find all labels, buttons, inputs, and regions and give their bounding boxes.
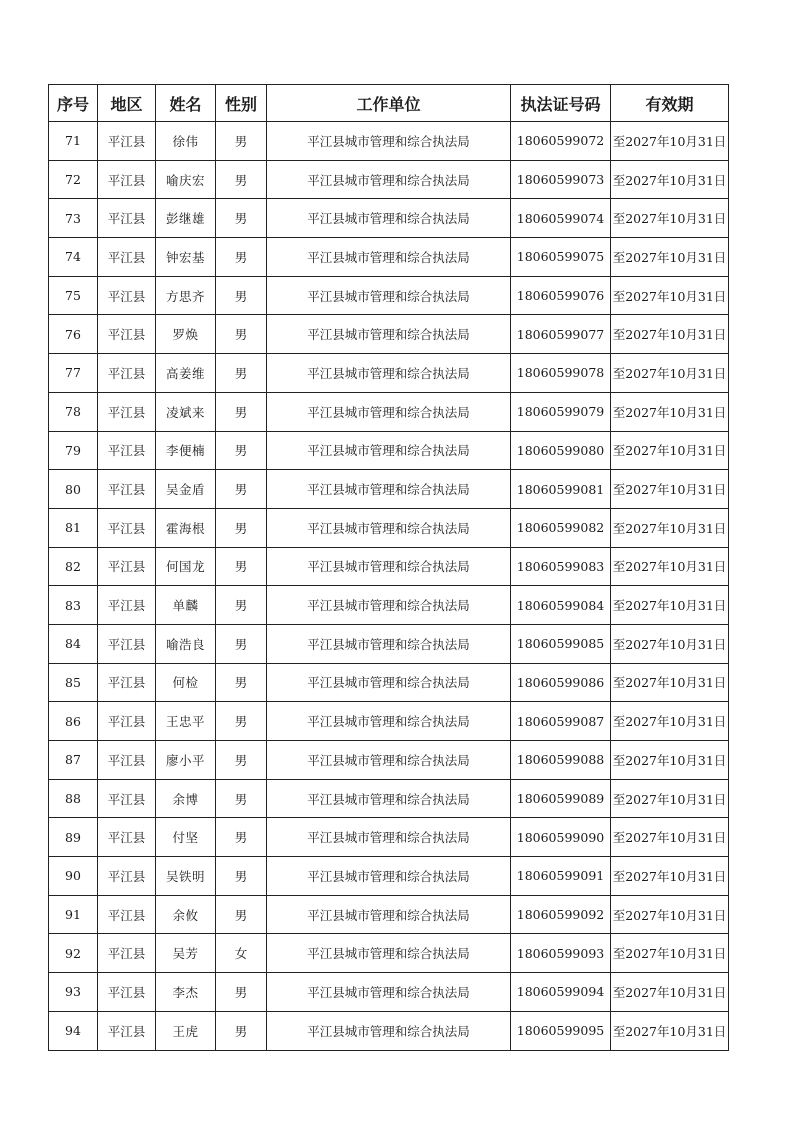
cell-name: 李便楠	[156, 431, 216, 470]
cell-name: 徐伟	[156, 122, 216, 161]
cell-gender: 男	[216, 276, 267, 315]
cell-cert-number: 18060599083	[511, 547, 611, 586]
table-row	[49, 315, 729, 354]
header-validity: 有效期	[611, 85, 729, 122]
cell-work-unit: 平江县城市管理和综合执法局	[267, 973, 511, 1012]
cell-work-unit: 平江县城市管理和综合执法局	[267, 199, 511, 238]
header-gender: 性别	[216, 85, 267, 122]
cell-name: 喻浩良	[156, 624, 216, 663]
cell-name: 高姜维	[156, 354, 216, 393]
cell-gender: 男	[216, 1011, 267, 1050]
cell-work-unit: 平江县城市管理和综合执法局	[267, 663, 511, 702]
table-row	[49, 508, 729, 547]
cell-work-unit: 平江县城市管理和综合执法局	[267, 547, 511, 586]
cell-region: 平江县	[98, 741, 156, 780]
cell-validity: 至2027年10月31日	[611, 895, 729, 934]
cell-cert-number: 18060599080	[511, 431, 611, 470]
cell-cert-number: 18060599072	[511, 122, 611, 161]
cell-work-unit: 平江县城市管理和综合执法局	[267, 276, 511, 315]
table-row	[49, 624, 729, 663]
table-row	[49, 276, 729, 315]
cell-gender: 男	[216, 702, 267, 741]
cell-region: 平江县	[98, 547, 156, 586]
table-row	[49, 238, 729, 277]
table-row	[49, 1011, 729, 1050]
cell-serial-no: 91	[49, 895, 98, 934]
cell-serial-no: 94	[49, 1011, 98, 1050]
cell-serial-no: 77	[49, 354, 98, 393]
cell-serial-no: 87	[49, 741, 98, 780]
cell-gender: 男	[216, 741, 267, 780]
table-row	[49, 392, 729, 431]
cell-work-unit: 平江县城市管理和综合执法局	[267, 470, 511, 509]
cell-region: 平江县	[98, 702, 156, 741]
cell-work-unit: 平江县城市管理和综合执法局	[267, 238, 511, 277]
cell-cert-number: 18060599079	[511, 392, 611, 431]
cell-validity: 至2027年10月31日	[611, 934, 729, 973]
cell-gender: 男	[216, 895, 267, 934]
cell-cert-number: 18060599082	[511, 508, 611, 547]
cell-serial-no: 80	[49, 470, 98, 509]
cell-serial-no: 81	[49, 508, 98, 547]
cell-name: 王虎	[156, 1011, 216, 1050]
cell-region: 平江县	[98, 392, 156, 431]
header-serial-no: 序号	[49, 85, 98, 122]
cell-cert-number: 18060599074	[511, 199, 611, 238]
cell-gender: 男	[216, 547, 267, 586]
table-row	[49, 857, 729, 896]
cell-region: 平江县	[98, 354, 156, 393]
cell-gender: 男	[216, 122, 267, 161]
cell-serial-no: 78	[49, 392, 98, 431]
table-row	[49, 663, 729, 702]
cell-validity: 至2027年10月31日	[611, 818, 729, 857]
cell-cert-number: 18060599089	[511, 779, 611, 818]
cell-region: 平江县	[98, 160, 156, 199]
cell-region: 平江县	[98, 276, 156, 315]
cell-region: 平江县	[98, 199, 156, 238]
table-row	[49, 934, 729, 973]
cell-work-unit: 平江县城市管理和综合执法局	[267, 934, 511, 973]
cell-validity: 至2027年10月31日	[611, 624, 729, 663]
cell-name: 吴铁明	[156, 857, 216, 896]
cell-cert-number: 18060599085	[511, 624, 611, 663]
cell-region: 平江县	[98, 895, 156, 934]
cell-gender: 男	[216, 354, 267, 393]
cell-cert-number: 18060599090	[511, 818, 611, 857]
cell-work-unit: 平江县城市管理和综合执法局	[267, 431, 511, 470]
cell-validity: 至2027年10月31日	[611, 857, 729, 896]
cell-region: 平江县	[98, 238, 156, 277]
cell-validity: 至2027年10月31日	[611, 508, 729, 547]
cell-region: 平江县	[98, 1011, 156, 1050]
cell-region: 平江县	[98, 857, 156, 896]
cell-cert-number: 18060599095	[511, 1011, 611, 1050]
cell-work-unit: 平江县城市管理和综合执法局	[267, 857, 511, 896]
cell-work-unit: 平江县城市管理和综合执法局	[267, 702, 511, 741]
table-row	[49, 586, 729, 625]
cell-name: 何国龙	[156, 547, 216, 586]
cell-validity: 至2027年10月31日	[611, 663, 729, 702]
cell-work-unit: 平江县城市管理和综合执法局	[267, 160, 511, 199]
cell-name: 余攸	[156, 895, 216, 934]
cell-region: 平江县	[98, 431, 156, 470]
cell-cert-number: 18060599077	[511, 315, 611, 354]
cell-name: 凌斌来	[156, 392, 216, 431]
cell-gender: 男	[216, 586, 267, 625]
cell-validity: 至2027年10月31日	[611, 702, 729, 741]
cell-serial-no: 86	[49, 702, 98, 741]
cell-work-unit: 平江县城市管理和综合执法局	[267, 624, 511, 663]
cell-serial-no: 83	[49, 586, 98, 625]
cell-cert-number: 18060599076	[511, 276, 611, 315]
cell-cert-number: 18060599094	[511, 973, 611, 1012]
cell-name: 方思齐	[156, 276, 216, 315]
cell-region: 平江县	[98, 663, 156, 702]
cell-cert-number: 18060599073	[511, 160, 611, 199]
cell-name: 李杰	[156, 973, 216, 1012]
cell-gender: 男	[216, 392, 267, 431]
cell-name: 廖小平	[156, 741, 216, 780]
cell-region: 平江县	[98, 508, 156, 547]
cell-cert-number: 18060599081	[511, 470, 611, 509]
cell-cert-number: 18060599075	[511, 238, 611, 277]
header-region: 地区	[98, 85, 156, 122]
cell-validity: 至2027年10月31日	[611, 973, 729, 1012]
cell-validity: 至2027年10月31日	[611, 160, 729, 199]
cell-region: 平江县	[98, 122, 156, 161]
cell-work-unit: 平江县城市管理和综合执法局	[267, 895, 511, 934]
cell-work-unit: 平江县城市管理和综合执法局	[267, 392, 511, 431]
cell-serial-no: 73	[49, 199, 98, 238]
cell-name: 钟宏基	[156, 238, 216, 277]
cell-cert-number: 18060599088	[511, 741, 611, 780]
table-row	[49, 354, 729, 393]
table-row	[49, 431, 729, 470]
cell-gender: 男	[216, 818, 267, 857]
cell-work-unit: 平江县城市管理和综合执法局	[267, 779, 511, 818]
cell-validity: 至2027年10月31日	[611, 199, 729, 238]
cell-serial-no: 89	[49, 818, 98, 857]
cell-gender: 男	[216, 857, 267, 896]
cell-cert-number: 18060599091	[511, 857, 611, 896]
cell-serial-no: 74	[49, 238, 98, 277]
cell-gender: 男	[216, 238, 267, 277]
cell-serial-no: 92	[49, 934, 98, 973]
table-row	[49, 973, 729, 1012]
cell-gender: 男	[216, 663, 267, 702]
cell-work-unit: 平江县城市管理和综合执法局	[267, 315, 511, 354]
table-row	[49, 547, 729, 586]
cell-name: 王忠平	[156, 702, 216, 741]
cell-work-unit: 平江县城市管理和综合执法局	[267, 508, 511, 547]
cell-cert-number: 18060599092	[511, 895, 611, 934]
cell-serial-no: 84	[49, 624, 98, 663]
cell-name: 喻庆宏	[156, 160, 216, 199]
cell-gender: 男	[216, 160, 267, 199]
cell-gender: 男	[216, 431, 267, 470]
cell-validity: 至2027年10月31日	[611, 779, 729, 818]
cell-validity: 至2027年10月31日	[611, 238, 729, 277]
cell-serial-no: 85	[49, 663, 98, 702]
table-row	[49, 122, 729, 161]
cell-name: 罗焕	[156, 315, 216, 354]
cell-serial-no: 71	[49, 122, 98, 161]
cell-gender: 男	[216, 315, 267, 354]
cell-name: 霍海根	[156, 508, 216, 547]
roster-sheet	[48, 84, 728, 1051]
cell-cert-number: 18060599086	[511, 663, 611, 702]
cell-cert-number: 18060599078	[511, 354, 611, 393]
cell-gender: 男	[216, 470, 267, 509]
table-row	[49, 160, 729, 199]
cell-gender: 男	[216, 779, 267, 818]
table-body	[49, 122, 729, 1051]
table-row	[49, 702, 729, 741]
cell-validity: 至2027年10月31日	[611, 276, 729, 315]
cell-cert-number: 18060599093	[511, 934, 611, 973]
cell-region: 平江县	[98, 586, 156, 625]
cell-region: 平江县	[98, 315, 156, 354]
enforcement-roster-table	[48, 84, 729, 1051]
cell-name: 彭继雄	[156, 199, 216, 238]
cell-validity: 至2027年10月31日	[611, 354, 729, 393]
cell-serial-no: 88	[49, 779, 98, 818]
cell-serial-no: 76	[49, 315, 98, 354]
cell-region: 平江县	[98, 470, 156, 509]
cell-name: 余博	[156, 779, 216, 818]
cell-validity: 至2027年10月31日	[611, 586, 729, 625]
cell-name: 付坚	[156, 818, 216, 857]
table-row	[49, 470, 729, 509]
cell-gender: 男	[216, 973, 267, 1012]
cell-name: 单麟	[156, 586, 216, 625]
cell-work-unit: 平江县城市管理和综合执法局	[267, 122, 511, 161]
cell-name: 吴金盾	[156, 470, 216, 509]
cell-validity: 至2027年10月31日	[611, 315, 729, 354]
cell-region: 平江县	[98, 624, 156, 663]
header-name: 姓名	[156, 85, 216, 122]
cell-work-unit: 平江县城市管理和综合执法局	[267, 586, 511, 625]
cell-serial-no: 72	[49, 160, 98, 199]
cell-cert-number: 18060599084	[511, 586, 611, 625]
cell-gender: 男	[216, 508, 267, 547]
cell-gender: 女	[216, 934, 267, 973]
table-row	[49, 779, 729, 818]
cell-validity: 至2027年10月31日	[611, 470, 729, 509]
cell-work-unit: 平江县城市管理和综合执法局	[267, 741, 511, 780]
cell-region: 平江县	[98, 818, 156, 857]
cell-validity: 至2027年10月31日	[611, 122, 729, 161]
cell-serial-no: 82	[49, 547, 98, 586]
cell-validity: 至2027年10月31日	[611, 1011, 729, 1050]
cell-cert-number: 18060599087	[511, 702, 611, 741]
table-row	[49, 741, 729, 780]
table-header-row	[49, 85, 729, 122]
table-row	[49, 818, 729, 857]
header-cert-number: 执法证号码	[511, 85, 611, 122]
cell-validity: 至2027年10月31日	[611, 431, 729, 470]
cell-gender: 男	[216, 199, 267, 238]
cell-serial-no: 79	[49, 431, 98, 470]
cell-region: 平江县	[98, 973, 156, 1012]
cell-region: 平江县	[98, 779, 156, 818]
cell-work-unit: 平江县城市管理和综合执法局	[267, 1011, 511, 1050]
cell-name: 何检	[156, 663, 216, 702]
cell-work-unit: 平江县城市管理和综合执法局	[267, 354, 511, 393]
cell-serial-no: 75	[49, 276, 98, 315]
cell-work-unit: 平江县城市管理和综合执法局	[267, 818, 511, 857]
cell-gender: 男	[216, 624, 267, 663]
cell-region: 平江县	[98, 934, 156, 973]
cell-serial-no: 93	[49, 973, 98, 1012]
table-row	[49, 895, 729, 934]
cell-validity: 至2027年10月31日	[611, 741, 729, 780]
cell-serial-no: 90	[49, 857, 98, 896]
header-work-unit: 工作单位	[267, 85, 511, 122]
cell-name: 吴芳	[156, 934, 216, 973]
cell-validity: 至2027年10月31日	[611, 547, 729, 586]
cell-validity: 至2027年10月31日	[611, 392, 729, 431]
table-row	[49, 199, 729, 238]
